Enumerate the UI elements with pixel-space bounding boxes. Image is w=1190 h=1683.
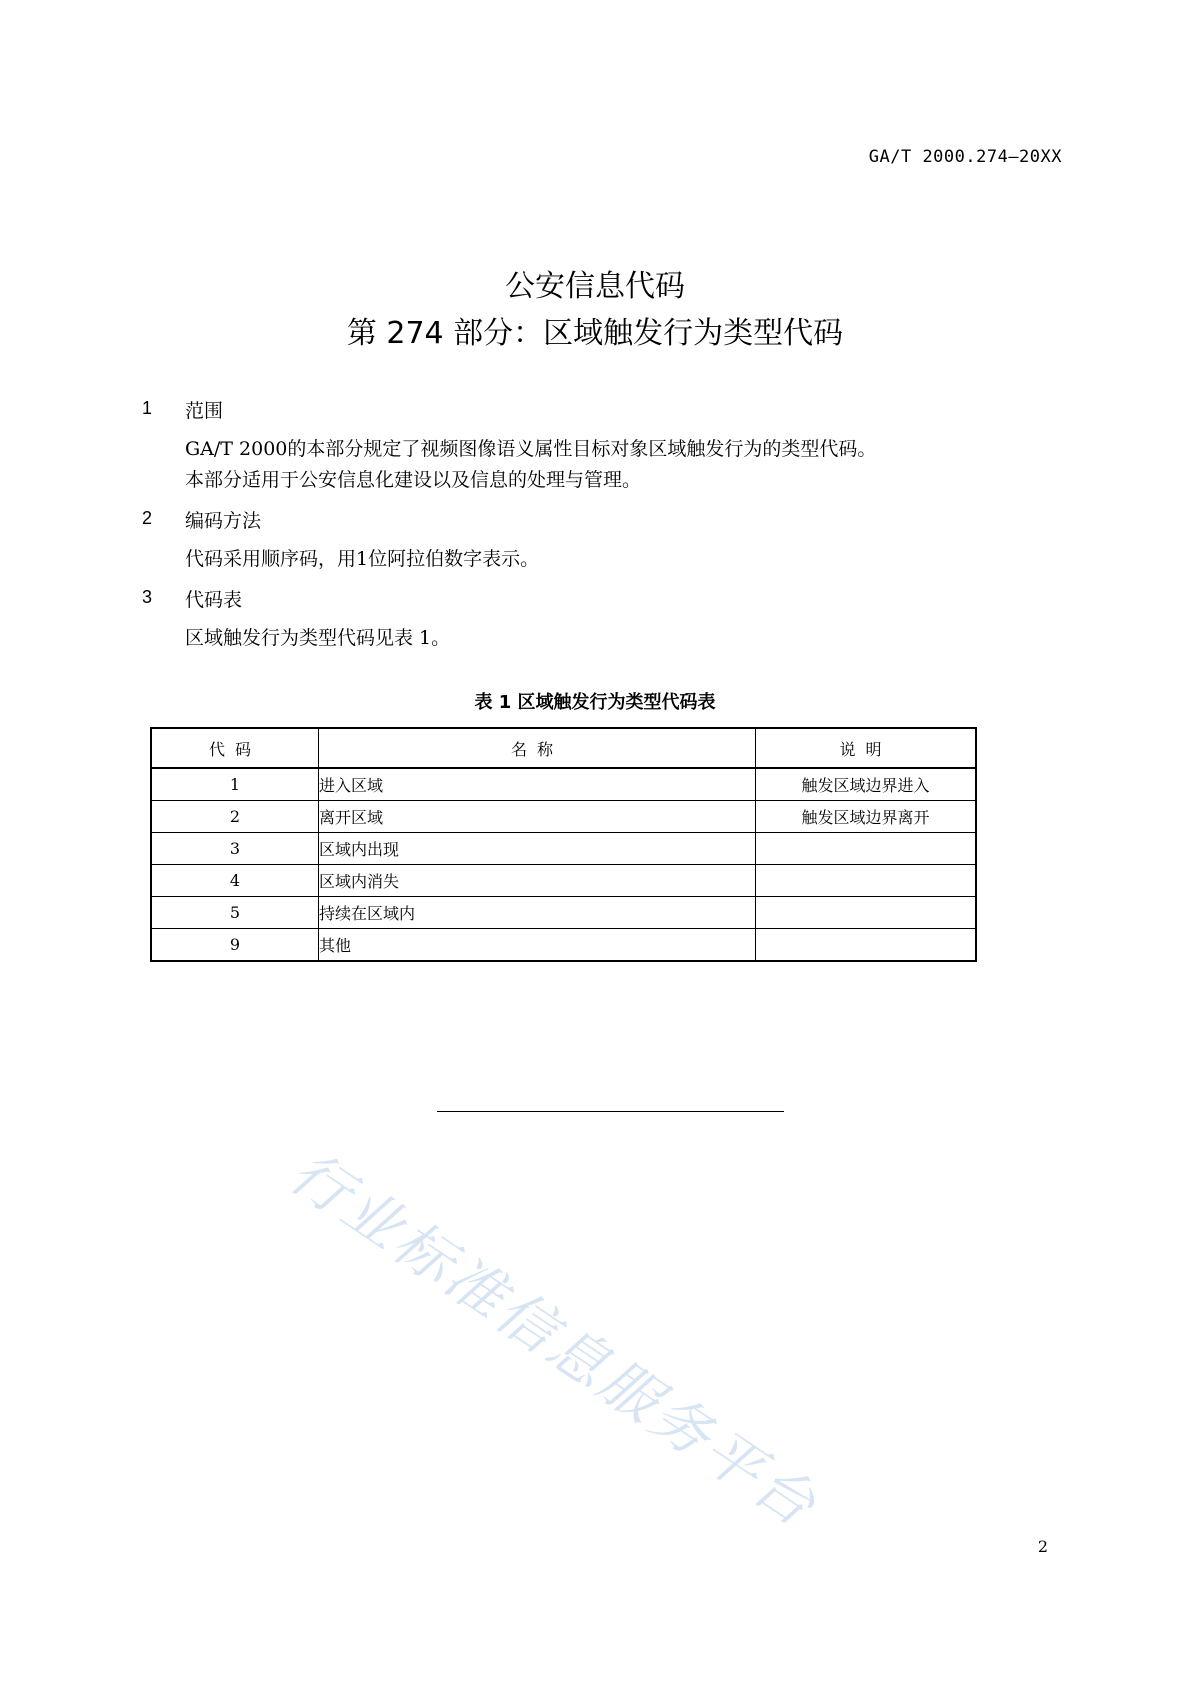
name-cell: 进入区域 xyxy=(319,768,756,801)
code-cell: 4 xyxy=(151,865,319,897)
table-row xyxy=(151,801,976,833)
name-cell: 区域内出现 xyxy=(319,833,756,865)
note-cell xyxy=(756,833,977,865)
code-table xyxy=(150,727,977,962)
table-row xyxy=(151,865,976,897)
code-cell: 5 xyxy=(151,897,319,929)
column-header-note: 说明 xyxy=(756,728,977,768)
section-1-paragraph-2: 本部分适用于公安信息化建设以及信息的处理与管理。 xyxy=(185,469,642,491)
watermark: 行业标准信息服务平台 xyxy=(278,1137,831,1542)
code-cell: 2 xyxy=(151,801,319,833)
table-caption: 表 1 区域触发行为类型代码表 xyxy=(474,692,716,713)
section-1-title: 范围 xyxy=(185,400,224,422)
name-cell: 持续在区域内 xyxy=(319,897,756,929)
note-cell xyxy=(756,865,977,897)
section-3-title: 代码表 xyxy=(185,589,243,611)
name-cell: 其他 xyxy=(319,929,756,962)
note-cell xyxy=(756,897,977,929)
table-row xyxy=(151,833,976,865)
table-header-row xyxy=(151,728,976,768)
name-cell: 区域内消失 xyxy=(319,865,756,897)
page-number: 2 xyxy=(1037,1537,1048,1556)
section-2-number: 2 xyxy=(142,508,153,528)
note-cell xyxy=(756,929,977,962)
table-row xyxy=(151,897,976,929)
table-row xyxy=(151,929,976,962)
section-2-title: 编码方法 xyxy=(185,510,262,532)
section-3-paragraph-1: 区域触发行为类型代码见表 1。 xyxy=(185,627,451,649)
note-cell: 触发区域边界进入 xyxy=(756,768,977,801)
code-cell: 1 xyxy=(151,768,319,801)
section-2-paragraph-1: 代码采用顺序码，用1位阿拉伯数字表示。 xyxy=(185,548,540,570)
note-cell: 触发区域边界离开 xyxy=(756,801,977,833)
document-title: 公安信息代码 xyxy=(505,269,685,304)
document-standard-number: GA/T 2000.274—20XX xyxy=(868,147,1062,167)
name-cell: 离开区域 xyxy=(319,801,756,833)
code-cell: 9 xyxy=(151,929,319,962)
table-row xyxy=(151,768,976,801)
end-of-text-line xyxy=(437,1111,784,1112)
section-1-number: 1 xyxy=(142,398,153,418)
section-3-number: 3 xyxy=(142,587,153,607)
column-header-code: 代码 xyxy=(151,728,319,768)
document-subtitle: 第 274 部分：区域触发行为类型代码 xyxy=(346,316,844,351)
section-1-paragraph-1: GA/T 2000的本部分规定了视频图像语义属性目标对象区域触发行为的类型代码。 xyxy=(185,438,877,460)
code-cell: 3 xyxy=(151,833,319,865)
column-header-name: 名称 xyxy=(319,728,756,768)
